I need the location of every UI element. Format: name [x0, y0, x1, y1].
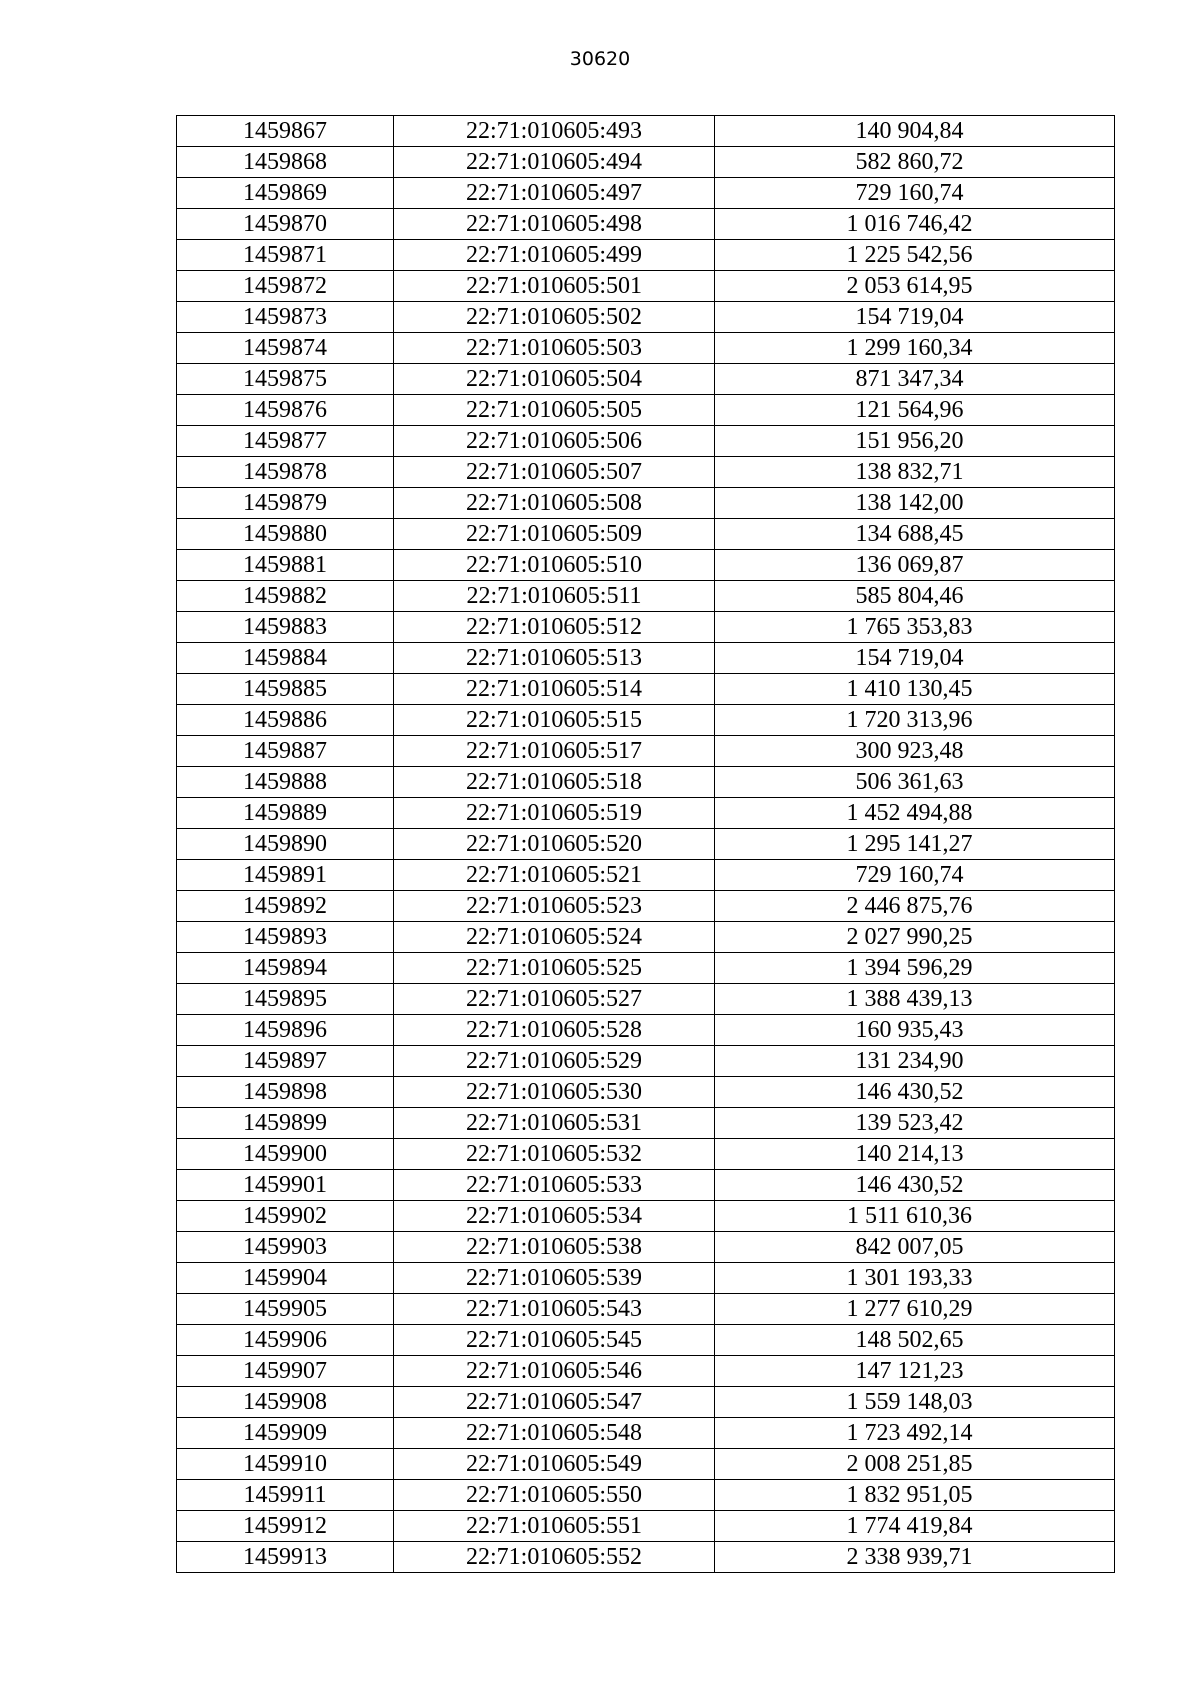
table-row — [177, 829, 1115, 860]
cadastral-number-cell: 22:71:010605:508 — [394, 488, 715, 519]
table-row — [177, 116, 1115, 147]
cadastral-number-cell: 22:71:010605:543 — [394, 1294, 715, 1325]
row-id-cell: 1459892 — [177, 891, 394, 922]
cadastral-number-cell: 22:71:010605:498 — [394, 209, 715, 240]
table-row — [177, 767, 1115, 798]
cadastral-value-cell: 2 446 875,76 — [715, 891, 1115, 922]
cadastral-value-cell: 1 559 148,03 — [715, 1387, 1115, 1418]
cadastral-number-cell: 22:71:010605:534 — [394, 1201, 715, 1232]
row-id-cell: 1459868 — [177, 147, 394, 178]
table-row — [177, 364, 1115, 395]
row-id-cell: 1459885 — [177, 674, 394, 705]
cadastral-number-cell: 22:71:010605:494 — [394, 147, 715, 178]
cadastral-number-cell: 22:71:010605:519 — [394, 798, 715, 829]
cadastral-value-cell: 121 564,96 — [715, 395, 1115, 426]
row-id-cell: 1459880 — [177, 519, 394, 550]
cadastral-value-cell: 151 956,20 — [715, 426, 1115, 457]
table-row — [177, 1170, 1115, 1201]
table-row — [177, 1232, 1115, 1263]
table-row — [177, 1139, 1115, 1170]
cadastral-number-cell: 22:71:010605:549 — [394, 1449, 715, 1480]
row-id-cell: 1459890 — [177, 829, 394, 860]
cadastral-number-cell: 22:71:010605:539 — [394, 1263, 715, 1294]
table-row — [177, 643, 1115, 674]
cadastral-number-cell: 22:71:010605:548 — [394, 1418, 715, 1449]
cadastral-value-cell: 140 214,13 — [715, 1139, 1115, 1170]
row-id-cell: 1459872 — [177, 271, 394, 302]
cadastral-value-cell: 139 523,42 — [715, 1108, 1115, 1139]
table-row — [177, 1077, 1115, 1108]
row-id-cell: 1459896 — [177, 1015, 394, 1046]
cadastral-number-cell: 22:71:010605:512 — [394, 612, 715, 643]
row-id-cell: 1459879 — [177, 488, 394, 519]
cadastral-number-cell: 22:71:010605:501 — [394, 271, 715, 302]
cadastral-value-cell: 146 430,52 — [715, 1077, 1115, 1108]
cadastral-number-cell: 22:71:010605:499 — [394, 240, 715, 271]
cadastral-value-cell: 154 719,04 — [715, 643, 1115, 674]
row-id-cell: 1459887 — [177, 736, 394, 767]
cadastral-number-cell: 22:71:010605:503 — [394, 333, 715, 364]
cadastral-value-cell: 2 338 939,71 — [715, 1542, 1115, 1573]
table-row — [177, 457, 1115, 488]
table-row — [177, 1201, 1115, 1232]
row-id-cell: 1459900 — [177, 1139, 394, 1170]
row-id-cell: 1459888 — [177, 767, 394, 798]
cadastral-value-cell: 585 804,46 — [715, 581, 1115, 612]
table-row — [177, 891, 1115, 922]
row-id-cell: 1459908 — [177, 1387, 394, 1418]
cadastral-number-cell: 22:71:010605:506 — [394, 426, 715, 457]
cadastral-number-cell: 22:71:010605:533 — [394, 1170, 715, 1201]
cadastral-value-cell: 300 923,48 — [715, 736, 1115, 767]
row-id-cell: 1459910 — [177, 1449, 394, 1480]
cadastral-value-cell: 1 016 746,42 — [715, 209, 1115, 240]
table-row — [177, 1015, 1115, 1046]
table-row — [177, 581, 1115, 612]
cadastral-value-cell: 2 027 990,25 — [715, 922, 1115, 953]
row-id-cell: 1459893 — [177, 922, 394, 953]
cadastral-number-cell: 22:71:010605:513 — [394, 643, 715, 674]
cadastral-value-cell: 1 774 419,84 — [715, 1511, 1115, 1542]
row-id-cell: 1459907 — [177, 1356, 394, 1387]
table-row — [177, 612, 1115, 643]
cadastral-number-cell: 22:71:010605:507 — [394, 457, 715, 488]
row-id-cell: 1459883 — [177, 612, 394, 643]
cadastral-value-cell: 1 299 160,34 — [715, 333, 1115, 364]
cadastral-value-cell: 1 410 130,45 — [715, 674, 1115, 705]
table-row — [177, 271, 1115, 302]
cadastral-number-cell: 22:71:010605:524 — [394, 922, 715, 953]
cadastral-value-cell: 140 904,84 — [715, 116, 1115, 147]
row-id-cell: 1459875 — [177, 364, 394, 395]
cadastral-number-cell: 22:71:010605:521 — [394, 860, 715, 891]
cadastral-number-cell: 22:71:010605:505 — [394, 395, 715, 426]
row-id-cell: 1459882 — [177, 581, 394, 612]
cadastral-number-cell: 22:71:010605:525 — [394, 953, 715, 984]
cadastral-value-cell: 506 361,63 — [715, 767, 1115, 798]
row-id-cell: 1459891 — [177, 860, 394, 891]
table-row — [177, 519, 1115, 550]
row-id-cell: 1459870 — [177, 209, 394, 240]
table-row — [177, 953, 1115, 984]
table-row — [177, 1108, 1115, 1139]
cadastral-value-cell: 148 502,65 — [715, 1325, 1115, 1356]
table-row — [177, 395, 1115, 426]
cadastral-value-cell: 729 160,74 — [715, 860, 1115, 891]
cadastral-number-cell: 22:71:010605:523 — [394, 891, 715, 922]
cadastral-value-cell: 136 069,87 — [715, 550, 1115, 581]
row-id-cell: 1459873 — [177, 302, 394, 333]
table-row — [177, 984, 1115, 1015]
table-row — [177, 1046, 1115, 1077]
row-id-cell: 1459901 — [177, 1170, 394, 1201]
cadastral-value-cell: 1 301 193,33 — [715, 1263, 1115, 1294]
row-id-cell: 1459894 — [177, 953, 394, 984]
cadastral-value-cell: 1 832 951,05 — [715, 1480, 1115, 1511]
cadastral-number-cell: 22:71:010605:532 — [394, 1139, 715, 1170]
row-id-cell: 1459897 — [177, 1046, 394, 1077]
row-id-cell: 1459899 — [177, 1108, 394, 1139]
table-row — [177, 736, 1115, 767]
cadastral-number-cell: 22:71:010605:547 — [394, 1387, 715, 1418]
row-id-cell: 1459877 — [177, 426, 394, 457]
row-id-cell: 1459905 — [177, 1294, 394, 1325]
table-body — [177, 116, 1115, 1573]
row-id-cell: 1459881 — [177, 550, 394, 581]
cadastral-number-cell: 22:71:010605:528 — [394, 1015, 715, 1046]
cadastral-number-cell: 22:71:010605:530 — [394, 1077, 715, 1108]
cadastral-value-cell: 1 765 353,83 — [715, 612, 1115, 643]
table-row — [177, 860, 1115, 891]
cadastral-number-cell: 22:71:010605:509 — [394, 519, 715, 550]
cadastral-number-cell: 22:71:010605:510 — [394, 550, 715, 581]
table-row — [177, 705, 1115, 736]
table-row — [177, 1325, 1115, 1356]
cadastral-number-cell: 22:71:010605:520 — [394, 829, 715, 860]
cadastral-number-cell: 22:71:010605:550 — [394, 1480, 715, 1511]
cadastral-value-cell: 1 225 542,56 — [715, 240, 1115, 271]
cadastral-number-cell: 22:71:010605:504 — [394, 364, 715, 395]
table-row — [177, 1480, 1115, 1511]
cadastral-value-table — [176, 115, 1115, 1573]
table-row — [177, 178, 1115, 209]
row-id-cell: 1459902 — [177, 1201, 394, 1232]
cadastral-number-cell: 22:71:010605:527 — [394, 984, 715, 1015]
cadastral-value-cell: 131 234,90 — [715, 1046, 1115, 1077]
cadastral-value-cell: 1 723 492,14 — [715, 1418, 1115, 1449]
row-id-cell: 1459876 — [177, 395, 394, 426]
cadastral-number-cell: 22:71:010605:546 — [394, 1356, 715, 1387]
row-id-cell: 1459913 — [177, 1542, 394, 1573]
table-row — [177, 1449, 1115, 1480]
table-row — [177, 1356, 1115, 1387]
row-id-cell: 1459889 — [177, 798, 394, 829]
cadastral-value-cell: 146 430,52 — [715, 1170, 1115, 1201]
table-row — [177, 1294, 1115, 1325]
cadastral-number-cell: 22:71:010605:529 — [394, 1046, 715, 1077]
cadastral-value-cell: 842 007,05 — [715, 1232, 1115, 1263]
cadastral-value-cell: 1 511 610,36 — [715, 1201, 1115, 1232]
cadastral-number-cell: 22:71:010605:545 — [394, 1325, 715, 1356]
cadastral-number-cell: 22:71:010605:538 — [394, 1232, 715, 1263]
row-id-cell: 1459886 — [177, 705, 394, 736]
cadastral-value-cell: 154 719,04 — [715, 302, 1115, 333]
table-row — [177, 798, 1115, 829]
cadastral-number-cell: 22:71:010605:531 — [394, 1108, 715, 1139]
row-id-cell: 1459911 — [177, 1480, 394, 1511]
table-row — [177, 240, 1115, 271]
cadastral-number-cell: 22:71:010605:517 — [394, 736, 715, 767]
cadastral-value-cell: 147 121,23 — [715, 1356, 1115, 1387]
cadastral-number-cell: 22:71:010605:502 — [394, 302, 715, 333]
row-id-cell: 1459895 — [177, 984, 394, 1015]
table-row — [177, 147, 1115, 178]
row-id-cell: 1459909 — [177, 1418, 394, 1449]
table-row — [177, 302, 1115, 333]
cadastral-number-cell: 22:71:010605:497 — [394, 178, 715, 209]
table-row — [177, 1263, 1115, 1294]
cadastral-number-cell: 22:71:010605:514 — [394, 674, 715, 705]
cadastral-number-cell: 22:71:010605:511 — [394, 581, 715, 612]
table-row — [177, 1418, 1115, 1449]
cadastral-value-cell: 729 160,74 — [715, 178, 1115, 209]
page-number: 30620 — [569, 48, 631, 70]
row-id-cell: 1459898 — [177, 1077, 394, 1108]
row-id-cell: 1459904 — [177, 1263, 394, 1294]
table-row — [177, 333, 1115, 364]
cadastral-number-cell: 22:71:010605:493 — [394, 116, 715, 147]
table-row — [177, 1387, 1115, 1418]
row-id-cell: 1459871 — [177, 240, 394, 271]
row-id-cell: 1459878 — [177, 457, 394, 488]
row-id-cell: 1459903 — [177, 1232, 394, 1263]
table-row — [177, 488, 1115, 519]
row-id-cell: 1459869 — [177, 178, 394, 209]
cadastral-value-cell: 1 720 313,96 — [715, 705, 1115, 736]
cadastral-value-cell: 2 008 251,85 — [715, 1449, 1115, 1480]
row-id-cell: 1459906 — [177, 1325, 394, 1356]
cadastral-number-cell: 22:71:010605:552 — [394, 1542, 715, 1573]
cadastral-number-cell: 22:71:010605:515 — [394, 705, 715, 736]
table-row — [177, 922, 1115, 953]
cadastral-value-cell: 1 394 596,29 — [715, 953, 1115, 984]
cadastral-number-cell: 22:71:010605:518 — [394, 767, 715, 798]
cadastral-value-cell: 582 860,72 — [715, 147, 1115, 178]
cadastral-value-cell: 871 347,34 — [715, 364, 1115, 395]
cadastral-value-cell: 160 935,43 — [715, 1015, 1115, 1046]
cadastral-value-cell: 1 388 439,13 — [715, 984, 1115, 1015]
row-id-cell: 1459912 — [177, 1511, 394, 1542]
row-id-cell: 1459874 — [177, 333, 394, 364]
cadastral-value-cell: 2 053 614,95 — [715, 271, 1115, 302]
cadastral-value-cell: 138 832,71 — [715, 457, 1115, 488]
table-row — [177, 209, 1115, 240]
cadastral-value-cell: 1 277 610,29 — [715, 1294, 1115, 1325]
table-row — [177, 426, 1115, 457]
cadastral-value-cell: 134 688,45 — [715, 519, 1115, 550]
table-row — [177, 1542, 1115, 1573]
row-id-cell: 1459867 — [177, 116, 394, 147]
table-row — [177, 674, 1115, 705]
table-row — [177, 550, 1115, 581]
row-id-cell: 1459884 — [177, 643, 394, 674]
cadastral-value-cell: 1 295 141,27 — [715, 829, 1115, 860]
cadastral-value-cell: 138 142,00 — [715, 488, 1115, 519]
table-row — [177, 1511, 1115, 1542]
cadastral-number-cell: 22:71:010605:551 — [394, 1511, 715, 1542]
cadastral-value-cell: 1 452 494,88 — [715, 798, 1115, 829]
